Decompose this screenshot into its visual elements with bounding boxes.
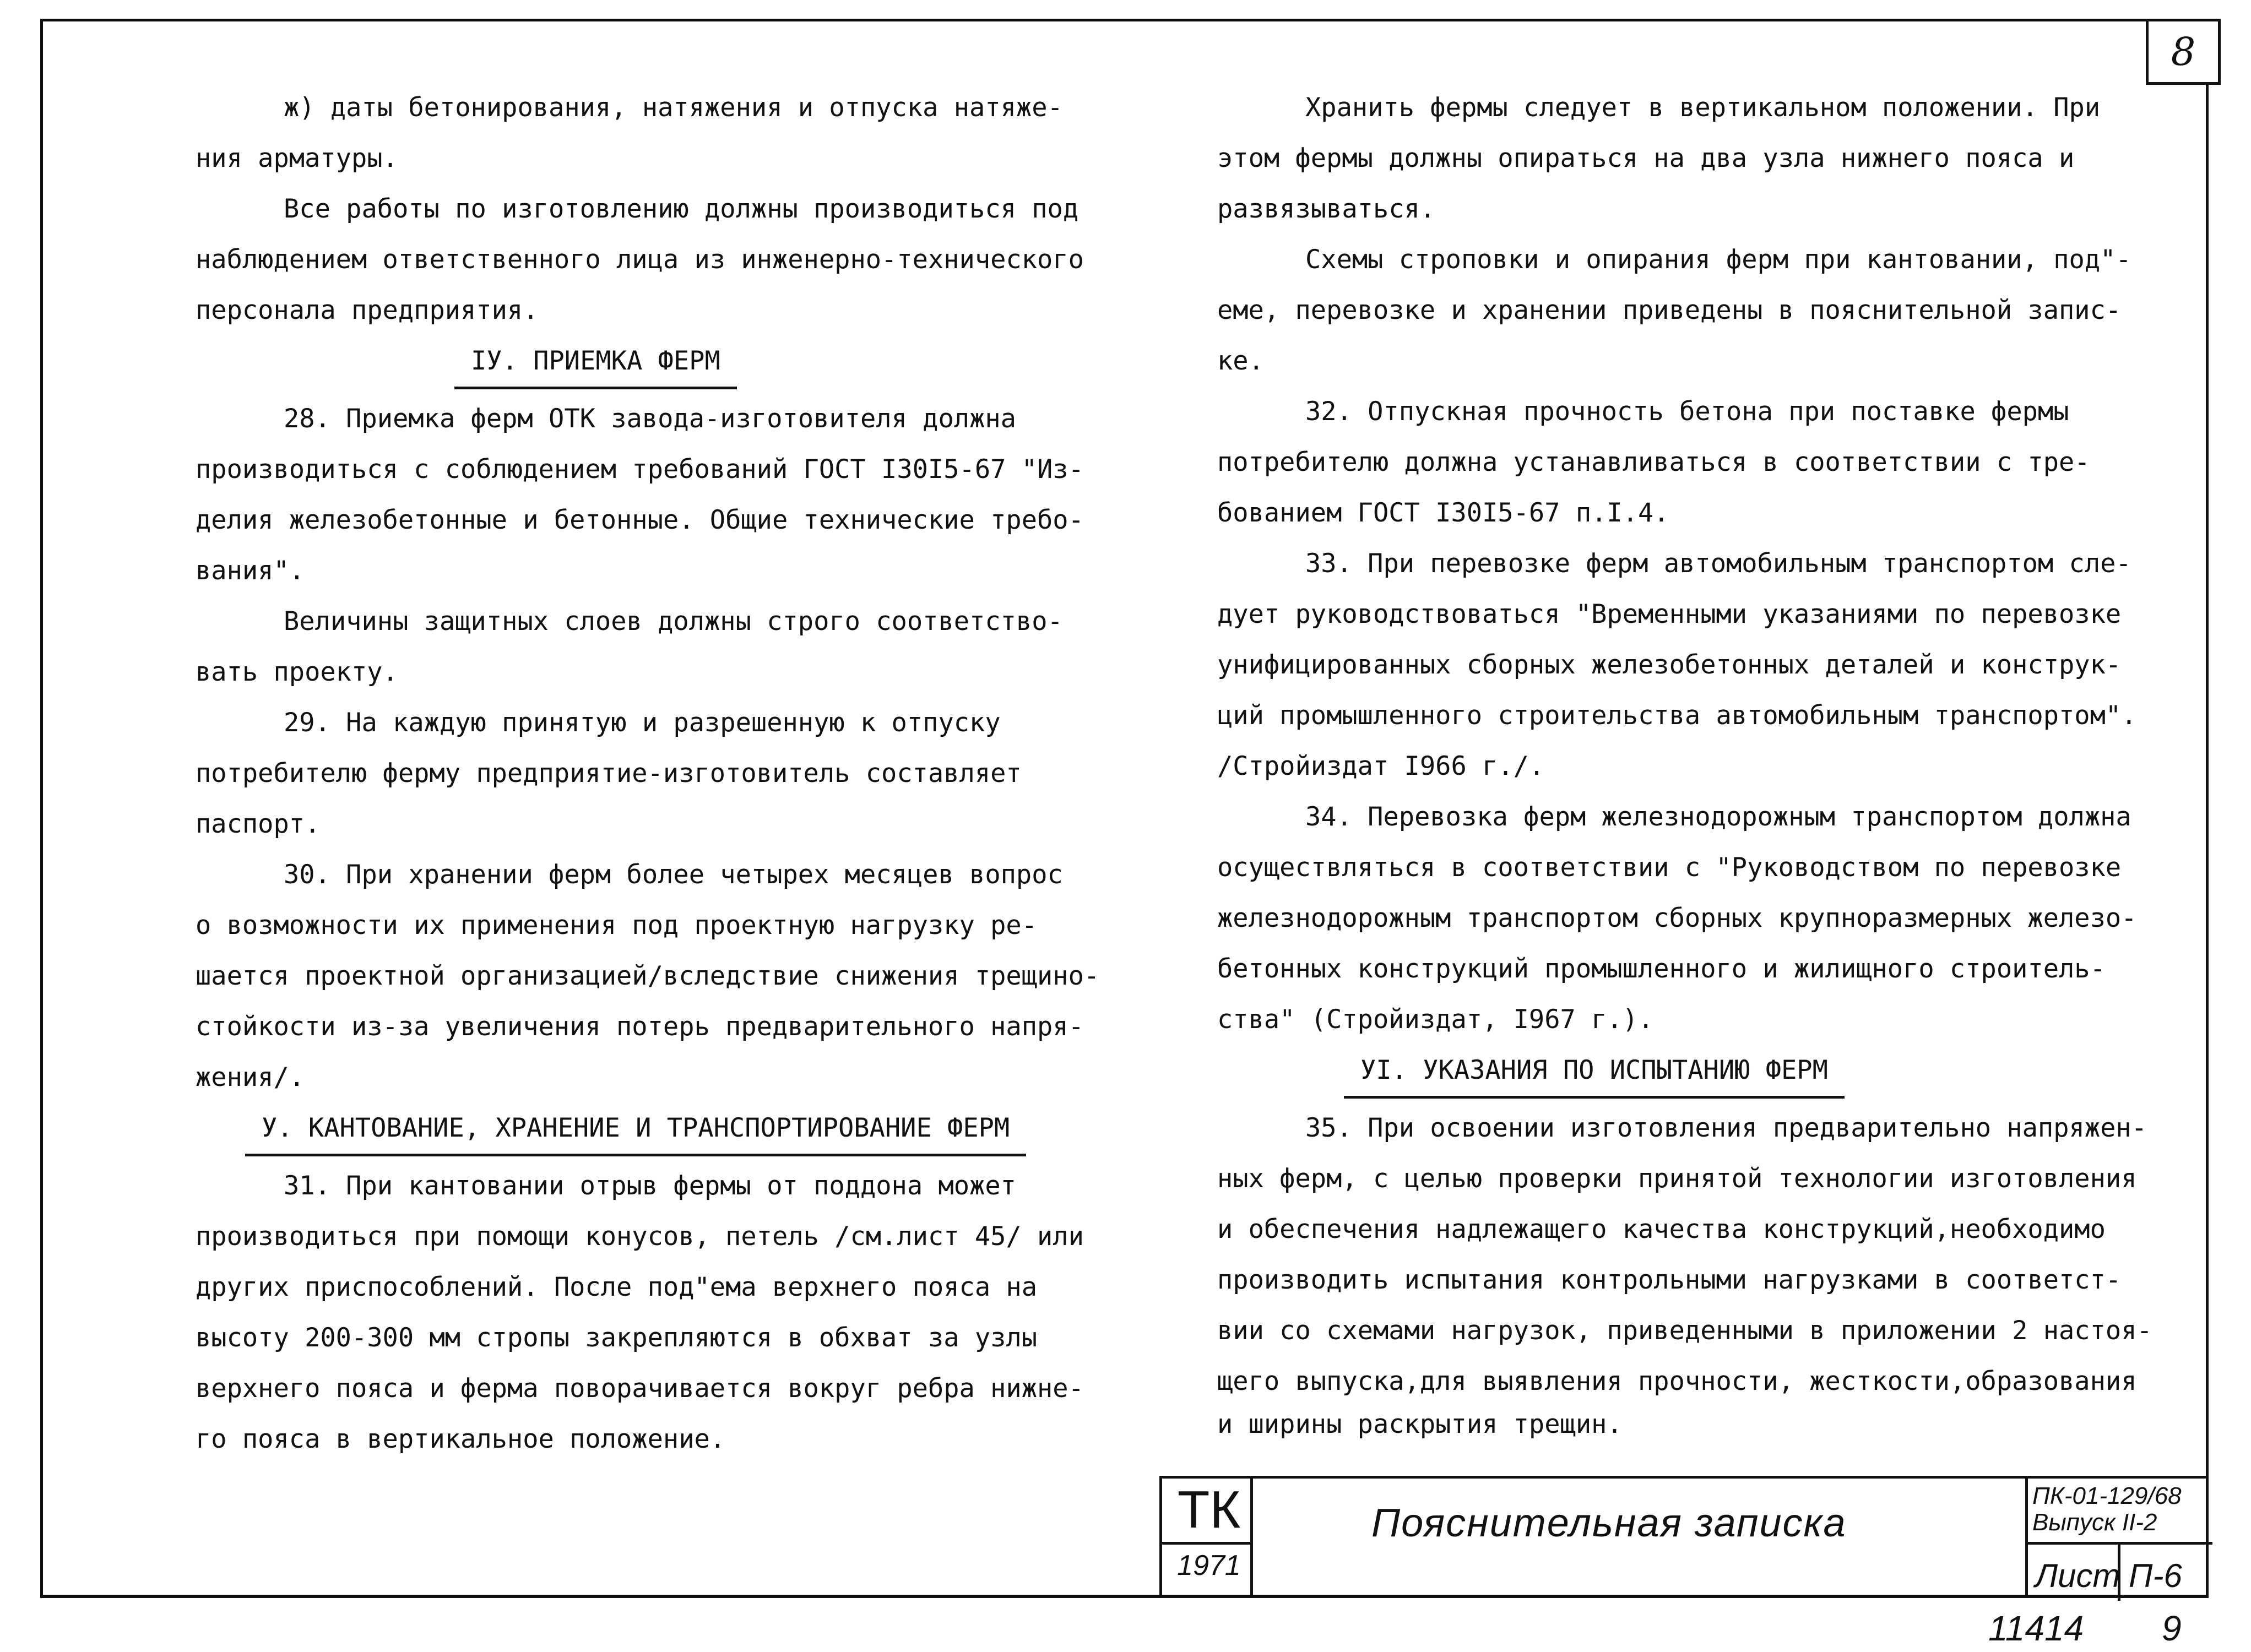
text-line: и ширины раскрытия трещин. [1217, 1409, 1623, 1439]
document-title: Пояснительная записка [1371, 1501, 1847, 1545]
text-line: ке. [1217, 346, 1264, 376]
text-line: стойкости из-за увеличения потерь предварительного напря- [196, 1012, 1084, 1042]
text-line: 35. При освоении изготовления предварительно напряжен- [1305, 1113, 2147, 1143]
text-line: Хранить фермы следует в вертикальном положении. При [1305, 93, 2101, 123]
right-column [1217, 83, 2152, 1442]
text-line: осуществляться в соответствии с "Руководством по перевозке [1217, 852, 2122, 883]
year: 1971 [1177, 1550, 1241, 1582]
text-line: наблюдением ответственного лица из инженерно-технического [196, 244, 1084, 275]
text-line: паспорт. [196, 809, 321, 839]
series-code [2032, 1483, 2182, 1536]
text-line: 31. При кантовании отрыв фермы от поддона может [284, 1171, 1016, 1201]
text-line: шается проектной организацией/вследствие снижения трещино- [196, 961, 1100, 991]
text-line: других приспособлений. После под"ема верхнего пояса на [196, 1272, 1038, 1302]
series-issue-line: Выпуск II-2 [2032, 1509, 2157, 1536]
section-heading-5: У. КАНТОВАНИЕ, ХРАНЕНИЕ И ТРАНСПОРТИРОВАНИЕ ФЕРМ [245, 1106, 1026, 1156]
series-code-line: ПК-01-129/68 [2032, 1482, 2182, 1509]
text-line: еме, перевозке и хранении приведены в пояснительной запис- [1217, 295, 2122, 325]
text-line: Величины защитных слоев должны строго соответство- [284, 606, 1063, 637]
text-line: ства" (Стройиздат, I967 г.). [1217, 1004, 1654, 1035]
sheet-number-box [2146, 19, 2221, 85]
text-line: щего выпуска,для выявления прочности, жесткости,образования [1217, 1366, 2137, 1396]
title-block [1159, 1476, 2209, 1598]
text-line: ных ферм, с целью проверки принятой технологии изготовления [1217, 1164, 2137, 1194]
text-line: производить испытания контрольными нагрузками в соответст- [1217, 1265, 2122, 1295]
page-number: 9 [2162, 1608, 2182, 1648]
text-line: железнодорожным транспортом сборных крупноразмерных железо- [1217, 903, 2137, 933]
text-line: потребителю ферму предприятие-изготовитель составляет [196, 758, 1022, 789]
text-line: развязываться. [1217, 194, 1436, 224]
text-line: 28. Приемка ферм ОТК завода-изготовителя должна [284, 404, 1016, 434]
text-line: дует руководствоваться "Временными указаниями по перевозке [1217, 599, 2122, 629]
text-line: персонала предприятия. [196, 295, 539, 325]
sheet-number: 8 [2171, 29, 2196, 74]
sheet-label: Лист [2035, 1557, 2120, 1594]
section-heading-6: УI. УКАЗАНИЯ ПО ИСПЫТАНИЮ ФЕРМ [1344, 1048, 1845, 1099]
text-line: 32. Отпускная прочность бетона при поставке фермы [1305, 396, 2069, 427]
text-line: ния арматуры. [196, 143, 398, 173]
text-line: жения/. [196, 1062, 305, 1093]
text-line: ций промышленного строительства автомобильным транспортом". [1217, 700, 2137, 731]
text-line: вии со схемами нагрузок, приведенными в приложении 2 настоя- [1217, 1316, 2152, 1346]
section-heading-4: IУ. ПРИЕМКА ФЕРМ [454, 339, 737, 389]
organization-code: ТК [1177, 1480, 1241, 1539]
text-line: бованием ГОСТ I30I5-67 п.I.4. [1217, 498, 1669, 528]
text-line: о возможности их применения под проектную нагрузку ре- [196, 910, 1038, 941]
text-line: вания". [196, 556, 305, 586]
text-line: верхнего пояса и ферма поворачивается вокруг ребра нижне- [196, 1373, 1084, 1404]
text-line: 34. Перевозка ферм железнодорожным транспортом должна [1305, 802, 2131, 832]
text-line: этом фермы должны опираться на два узла нижнего пояса и [1217, 143, 2075, 173]
text-line: 29. На каждую принятую и разрешенную к отпуску [284, 708, 1001, 738]
text-line: го пояса в вертикальное положение. [196, 1424, 726, 1454]
text-line: делия железобетонные и бетонные. Общие технические требо- [196, 505, 1084, 535]
text-line: вать проекту. [196, 657, 398, 687]
text-line: /Стройиздат I966 г./. [1217, 751, 1545, 781]
text-line: высоту 200-300 мм стропы закрепляются в обхват за узлы [196, 1323, 1038, 1353]
text-line: 33. При перевозке ферм автомобильным транспортом сле- [1305, 548, 2131, 579]
text-line: ж) даты бетонирования, натяжения и отпуска натяже- [284, 93, 1063, 123]
text-line: 30. При хранении ферм более четырех месяцев вопрос [284, 860, 1063, 890]
text-line: Схемы строповки и опирания ферм при кантовании, под"- [1305, 244, 2131, 275]
text-line: Все работы по изготовлению должны производиться под [284, 194, 1079, 224]
sheet-value: П-6 [2129, 1557, 2182, 1594]
text-line: производиться при помощи конусов, петель /см.лист 45/ или [196, 1221, 1084, 1252]
text-line: потребителю должна устанавливаться в соответствии с тре- [1217, 447, 2090, 477]
text-line: бетонных конструкций промышленного и жилищного строитель- [1217, 954, 2106, 984]
text-line: производиться с соблюдением требований ГОСТ I30I5-67 "Из- [196, 454, 1084, 485]
divider [1250, 1479, 1253, 1598]
text-line: унифицированных сборных железобетонных деталей и конструк- [1217, 650, 2122, 680]
text-line: и обеспечения надлежащего качества конструкций,необходимо [1217, 1214, 2106, 1245]
divider [1162, 1542, 1250, 1545]
left-column [196, 83, 1099, 1465]
inventory-number: 11414 [1988, 1608, 2084, 1648]
divider [2025, 1479, 2028, 1598]
